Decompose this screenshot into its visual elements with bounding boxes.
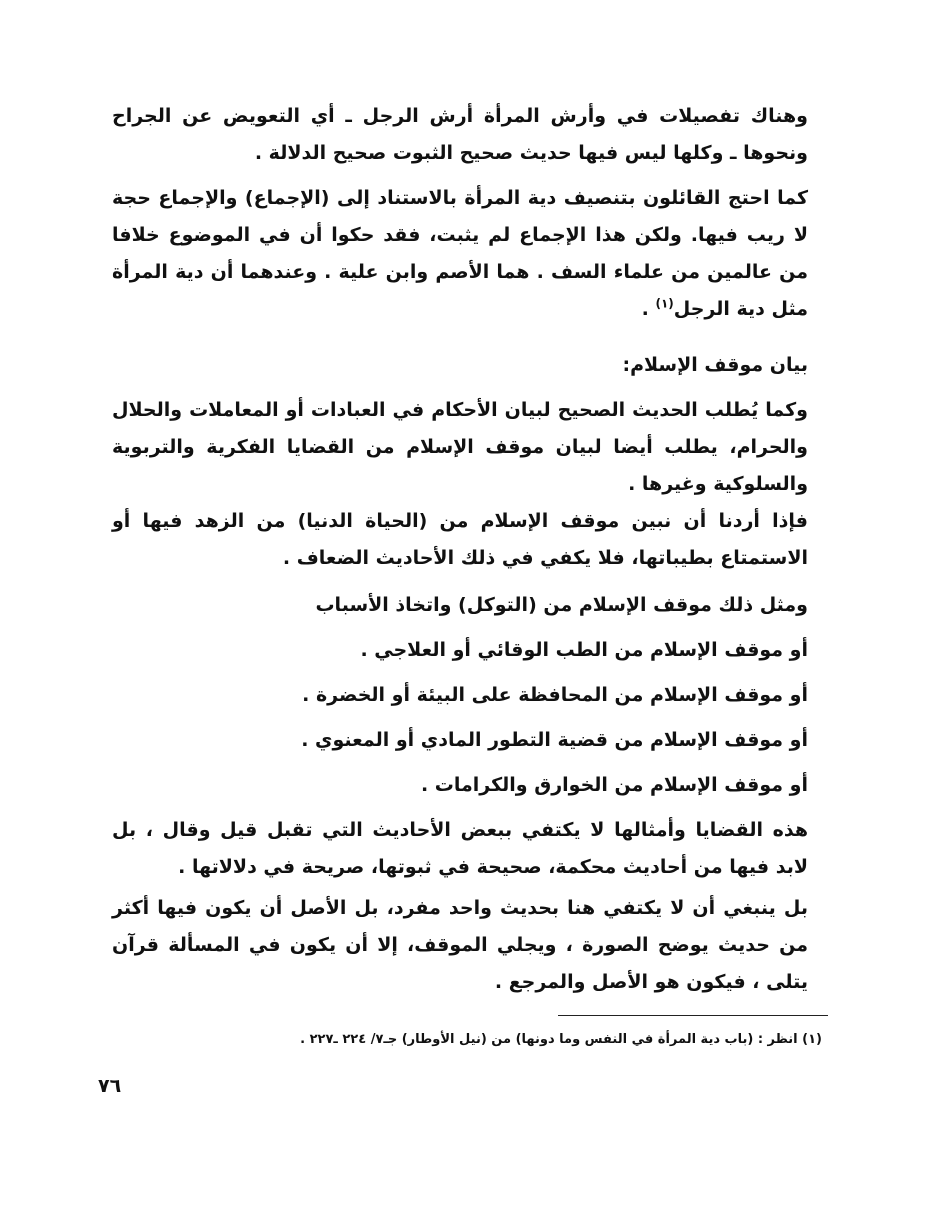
paragraph-5: هذه القضايا وأمثالها لا يكتفي ببعض الأحاديث التي تقبل قيل وقال ، بل لابد فيها من أحاديث محكمة، صحيحة في ثبوتها، صريحة في دلالاتها .	[112, 819, 808, 878]
paragraph-6: بل ينبغي أن لا يكتفي هنا بحديث واحد مفرد، بل الأصل أن يكون فيها أكثر من حديث يوضح الصورة ، ويجلي الموقف، إلا أن يكون في المسألة قرآن يتلى ، فيكون هو الأصل والمرجع .	[112, 897, 808, 993]
list-item-4: أو موقف الإسلام من قضية التطور المادي أو المعنوي .	[301, 729, 808, 751]
list-item-5: أو موقف الإسلام من الخوارق والكرامات .	[420, 774, 808, 796]
list-item-3: أو موقف الإسلام من المحافظة على البيئة أو الخضرة .	[302, 684, 808, 706]
page-number: ٧٦	[98, 1075, 122, 1097]
paragraph-4: فإذا أردنا أن نبين موقف الإسلام من (الحياة الدنيا) من الزهد فيها أو الاستمتاع بطيباتها، فلا يكفي في ذلك الأحاديث الضعاف .	[112, 510, 808, 569]
footnote-separator	[558, 1015, 828, 1016]
paragraph-2-end: .	[641, 298, 649, 320]
footnote-marker: (١)	[655, 296, 674, 311]
section-heading: بيان موقف الإسلام:	[622, 354, 808, 376]
footnote: (١) انظر : (باب دية المرأة في النفس وما دونها) من (نيل الأوطار) جـ٧/ ٢٢٤ ـ٢٢٧ .	[300, 1032, 822, 1047]
list-item-2: أو موقف الإسلام من الطب الوقائي أو العلاجي .	[360, 639, 808, 661]
paragraph-2	[112, 180, 808, 328]
paragraph-2-text: كما احتج القائلون بتنصيف دية المرأة بالاستناد إلى (الإجماع) والإجماع حجة لا ريب فيها. ولكن هذا الإجماع لم يثبت، فقد حكوا أن في الموضوع خلافا من عالمين من علماء السف . هما الأصم وابن علية . وعندهما أن دية المرأة مثل دية الرجل	[112, 187, 808, 320]
paragraph-3: وكما يُطلب الحديث الصحيح لبيان الأحكام في العبادات أو المعاملات والحلال والحرام، يطلب أيضا لبيان موقف الإسلام من القضايا الفكرية والتربوية والسلوكية وغيرها .	[112, 399, 808, 495]
paragraph-1: وهناك تفصيلات في وأرش المرأة أرش الرجل ـ أي التعويض عن الجراح ونحوها ـ وكلها ليس فيها حديث صحيح الثبوت صحيح الدلالة .	[112, 105, 808, 164]
list-item-1: ومثل ذلك موقف الإسلام من (التوكل) واتخاذ الأسباب	[315, 594, 808, 616]
